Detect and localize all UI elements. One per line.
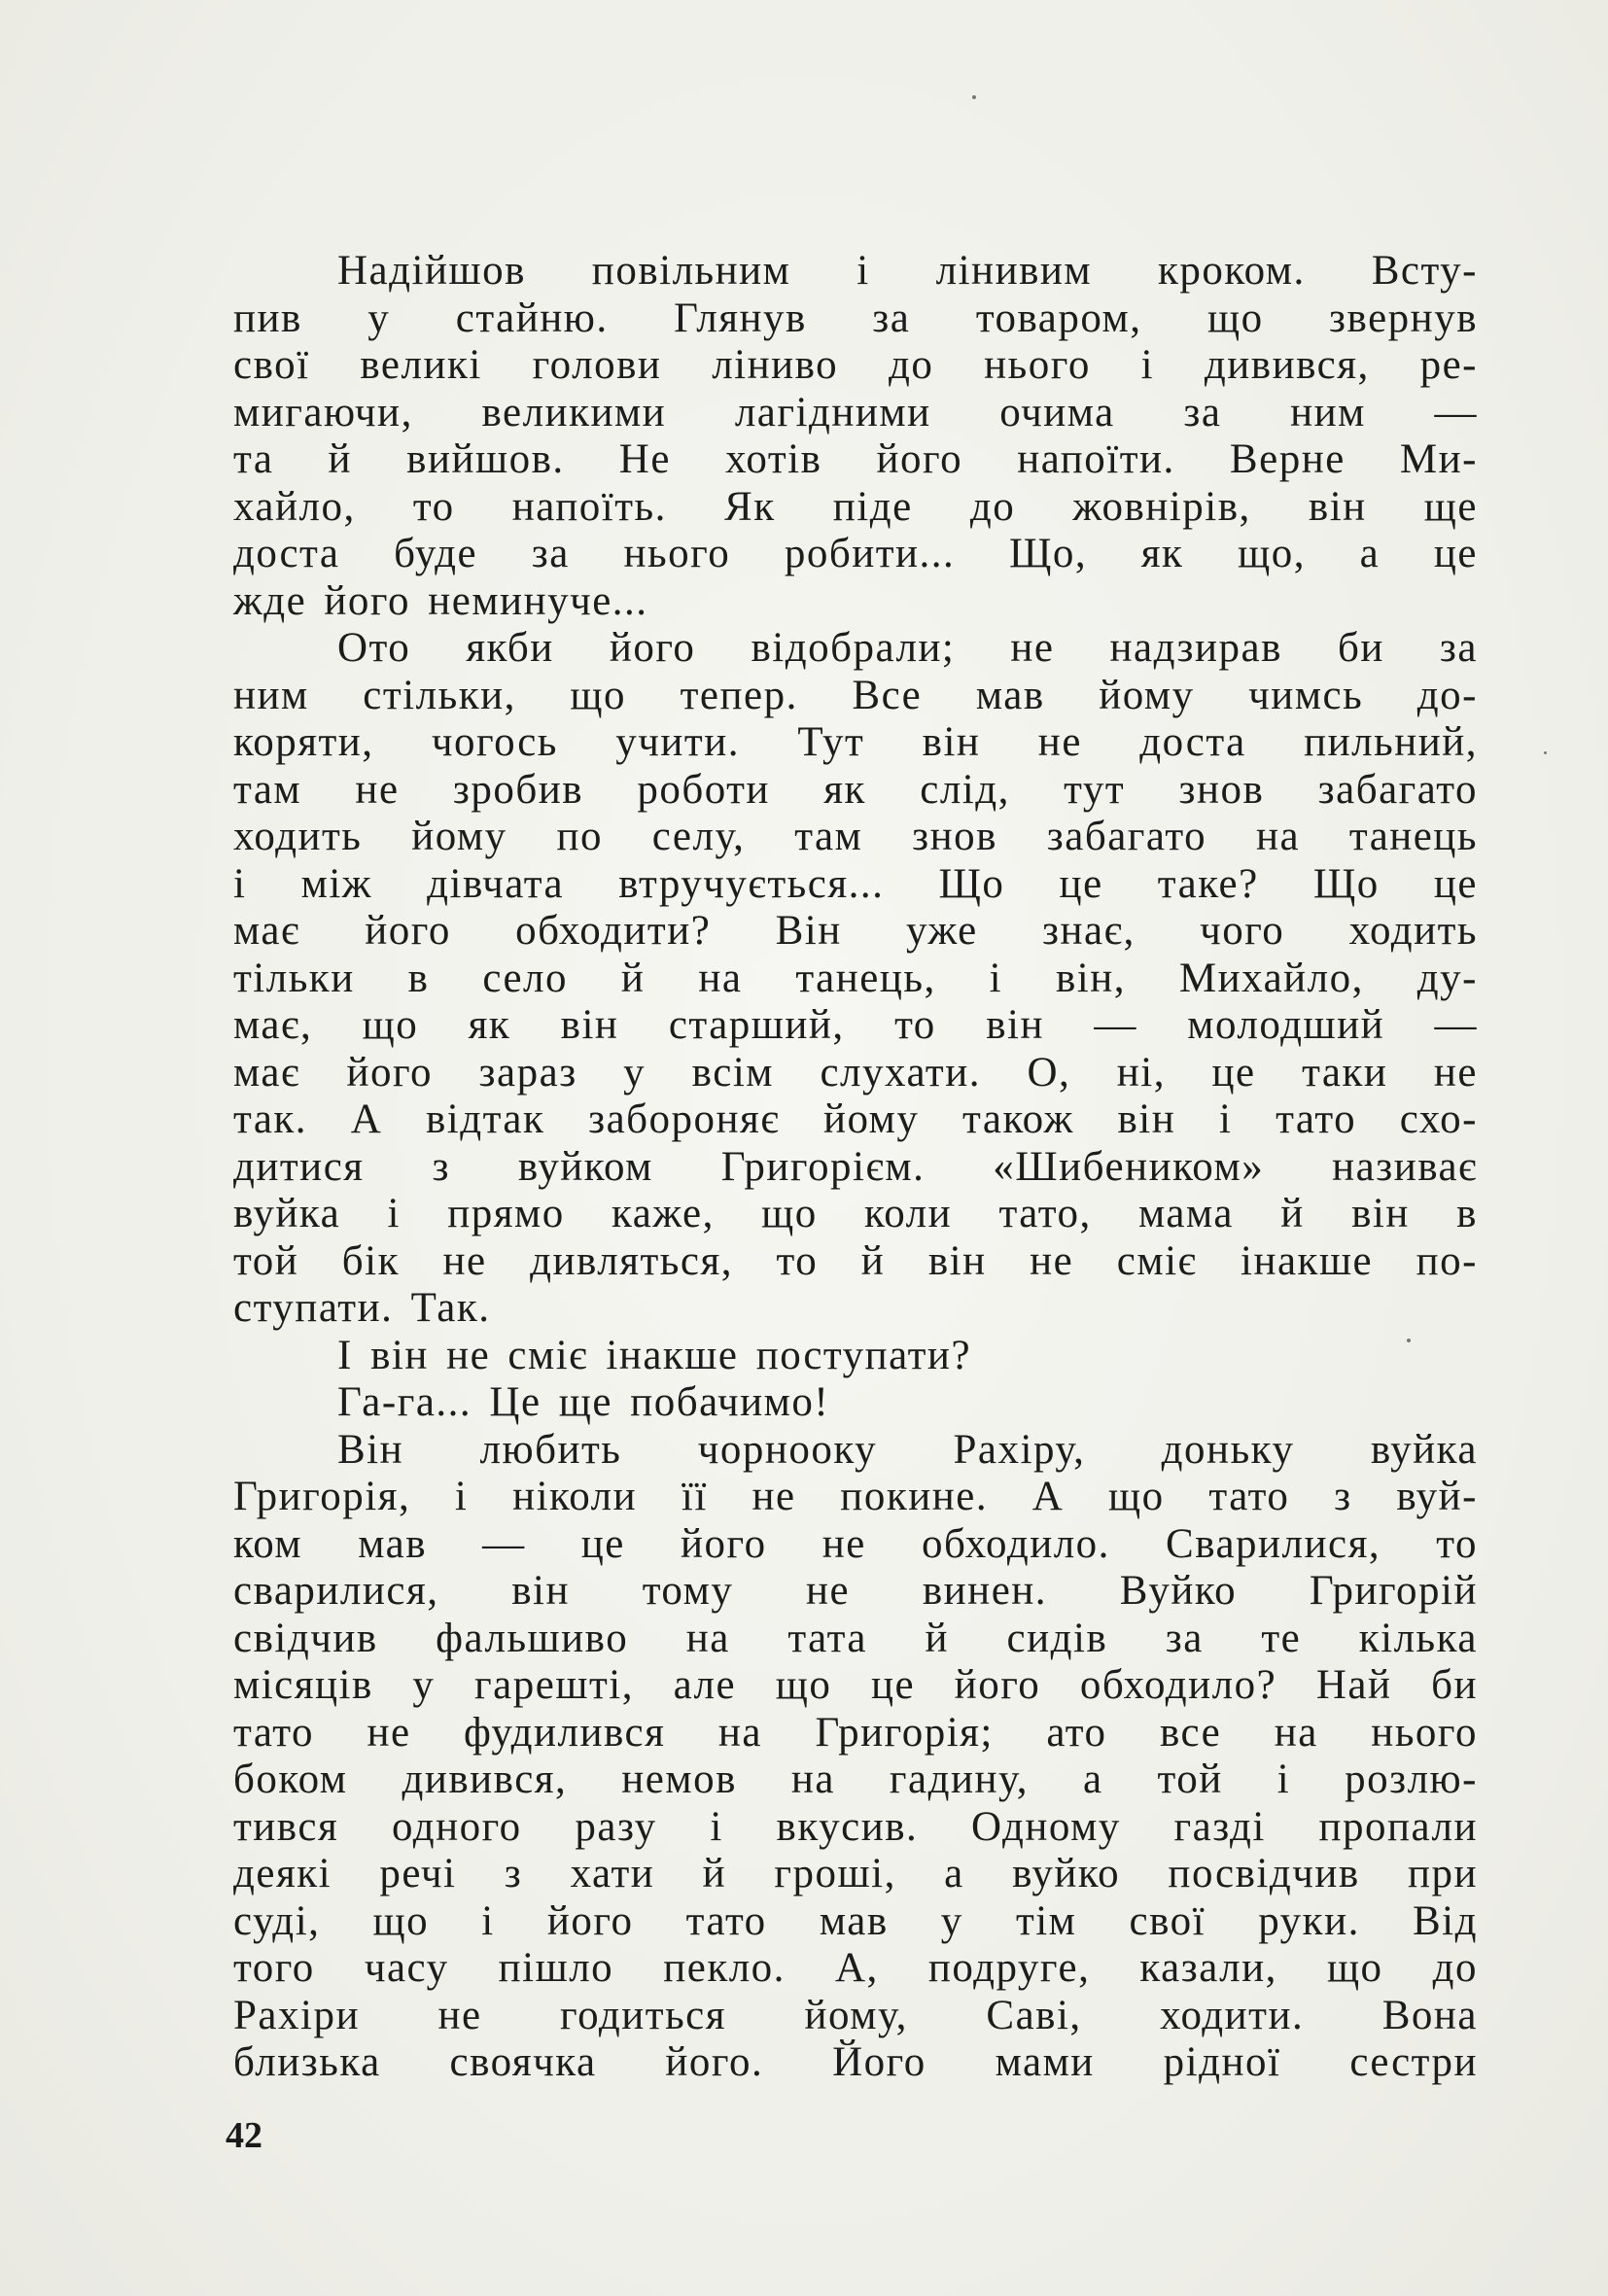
- text-line: деякі речі з хати й гроші, а вуйко посвідчив при: [233, 1851, 1478, 1896]
- text-line: хайло, то напоїть. Як піде до жовнірів, він ще: [233, 483, 1478, 530]
- text-line: того часу пішло пекло. А, подруге, казали, що до: [233, 1945, 1478, 1991]
- text-line: боком дивився, немов на гадину, а той і розлю-: [233, 1757, 1478, 1802]
- text-line: жде його неминуче...: [233, 577, 648, 624]
- text-line: І він не сміє інакше поступати?: [337, 1332, 972, 1378]
- print-speck: [1544, 751, 1547, 754]
- text-line: Ото якби його відобрали; не надзирав би за: [337, 625, 1478, 671]
- text-line: тільки в село й на танець, і він, Михайло, ду-: [233, 955, 1478, 1001]
- text-line: місяців у гарешті, але що це його обходило? Най би: [233, 1662, 1478, 1708]
- text-line: має його зараз у всім слухати. О, ні, це таки не: [233, 1049, 1478, 1096]
- text-line: мигаючи, великими лагідними очима за ним —: [233, 389, 1478, 435]
- text-line: Григорія, і ніколи її не покине. А що тато з вуй-: [233, 1474, 1478, 1519]
- text-line: свої великі голови ліниво до нього і дивився, ре-: [233, 342, 1478, 388]
- text-line: Він любить чорнооку Рахіру, доньку вуйка: [337, 1426, 1478, 1473]
- text-line: має, що як він старший, то він — молодший —: [233, 1002, 1478, 1048]
- text-line: близька своячка його. Його мами рідної сестри: [233, 2039, 1478, 2085]
- text-line: дитися з вуйком Григорієм. «Шибеником» називає: [233, 1143, 1478, 1190]
- print-speck: [972, 95, 976, 99]
- text-line: суді, що і його тато мав у тім свої руки. Від: [233, 1897, 1478, 1944]
- text-line: доста буде за нього робити... Що, як що, а це: [233, 531, 1478, 576]
- text-line: тато не фудилився на Григорія; ато все на нього: [233, 1709, 1478, 1756]
- text-line: коряти, чогось учити. Тут він не доста пильний,: [233, 719, 1478, 765]
- text-line: пив у стайню. Глянув за товаром, що звернув: [233, 295, 1478, 341]
- text-line: той бік не дивляться, то й він не сміє інакше по-: [233, 1237, 1478, 1284]
- text-line: ступати. Так.: [233, 1285, 491, 1331]
- text-line: ходить йому по селу, там знов забагато на танець: [233, 814, 1478, 859]
- text-line: має його обходити? Він уже знає, чого ходить: [233, 908, 1478, 954]
- text-line: ним стільки, що тепер. Все мав йому чимсь до-: [233, 672, 1478, 718]
- text-line: Рахіри не годиться йому, Саві, ходити. Вона: [233, 1992, 1478, 2038]
- text-line: та й вийшов. Не хотів його напоїти. Верне Ми-: [233, 436, 1478, 482]
- page-number: 42: [226, 2115, 262, 2156]
- text-line: ком мав — це його не обходило. Сварилися, то: [233, 1520, 1478, 1567]
- text-line: вуйка і прямо каже, що коли тато, мама й він в: [233, 1191, 1478, 1236]
- text-line: свідчив фальшиво на тата й сидів за те кілька: [233, 1615, 1478, 1661]
- body-text: [233, 248, 1478, 2087]
- text-line: тився одного разу і вкусив. Одному газді пропали: [233, 1803, 1478, 1850]
- text-line: там не зробив роботи як слід, тут знов забагато: [233, 766, 1478, 813]
- text-line: Надійшов повільним і лінивим кроком. Всту-: [337, 248, 1478, 294]
- text-line: і між дівчата втручується... Що це таке? Що це: [233, 860, 1478, 907]
- text-line: так. А відтак забороняє йому також він і тато схо-: [233, 1096, 1478, 1142]
- text-line: Га-га... Це ще побачимо!: [337, 1379, 830, 1425]
- text-line: сварилися, він тому не винен. Вуйко Григорій: [233, 1568, 1478, 1614]
